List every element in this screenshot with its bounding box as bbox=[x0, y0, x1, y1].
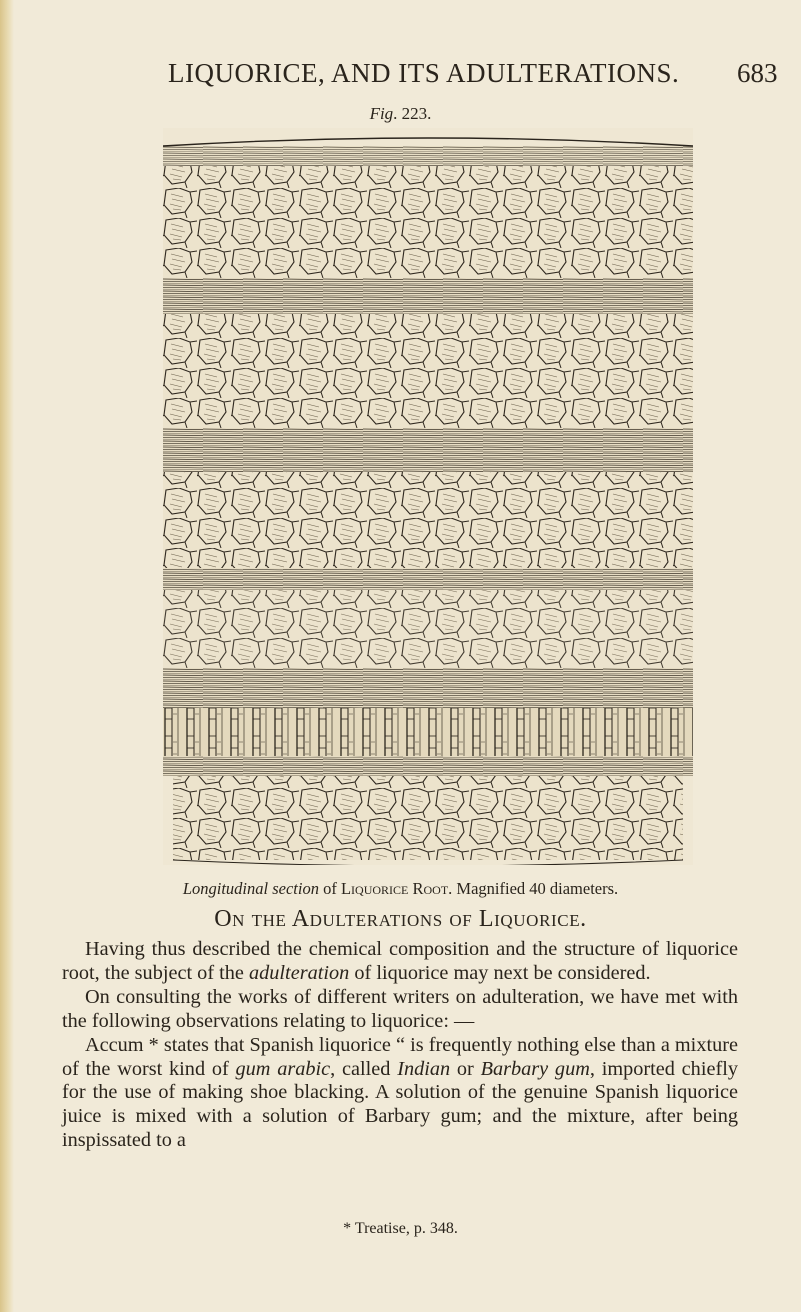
page-header bbox=[0, 58, 801, 92]
p1-a: Having thus described the chemical composition and the structure of liquorice root, the subject of the bbox=[62, 938, 738, 984]
liquorice-root-engraving bbox=[163, 128, 693, 865]
caption-part3: Liquorice Root bbox=[340, 879, 449, 898]
p3-d: Indian bbox=[397, 1057, 451, 1080]
page-number: 683 bbox=[737, 58, 778, 88]
caption-part2: of bbox=[318, 879, 341, 898]
p1-b: adulteration bbox=[249, 961, 350, 984]
body-text bbox=[62, 938, 738, 1153]
footnote: * Treatise, p. 348. bbox=[343, 1220, 458, 1237]
figure-caption bbox=[0, 879, 801, 899]
paragraph-2: On consulting the works of different writers on adulteration, we have met with the following observations relating to liquorice: — bbox=[62, 985, 738, 1032]
p3-e: or bbox=[450, 1057, 481, 1080]
caption-part1: Longitudinal section bbox=[182, 879, 319, 898]
section-heading: On the Adulterations of Liquorice. bbox=[214, 906, 587, 932]
p3-f: Barbary gum bbox=[480, 1057, 590, 1080]
figure-label-number: . 223. bbox=[393, 104, 432, 123]
p3-a: Accum * states that Spanish liquorice “ is frequently nothing else than a mixture of the worst kind of bbox=[62, 1033, 738, 1080]
caption-part4: . Magnified 40 diameters. bbox=[448, 879, 619, 898]
paragraph-3 bbox=[62, 1034, 738, 1154]
figure-label-prefix: Fig bbox=[369, 104, 394, 123]
p1-c: of liquorice may next be considered. bbox=[349, 961, 651, 984]
p3-g: , imported chiefly for the use of making shoe blacking. A solution of the genuine Spanish liquorice juice is mixed with a solution of Barbary gum; and the mixture, after being inspissated to a bbox=[62, 1057, 738, 1152]
figure-label bbox=[0, 104, 801, 124]
running-title: LIQUORICE, AND ITS ADULTERATIONS. bbox=[168, 58, 680, 88]
p3-b: gum arabic bbox=[235, 1057, 331, 1080]
p3-c: , called bbox=[330, 1057, 398, 1080]
paragraph-1 bbox=[62, 938, 738, 986]
page-edge bbox=[0, 0, 14, 1312]
